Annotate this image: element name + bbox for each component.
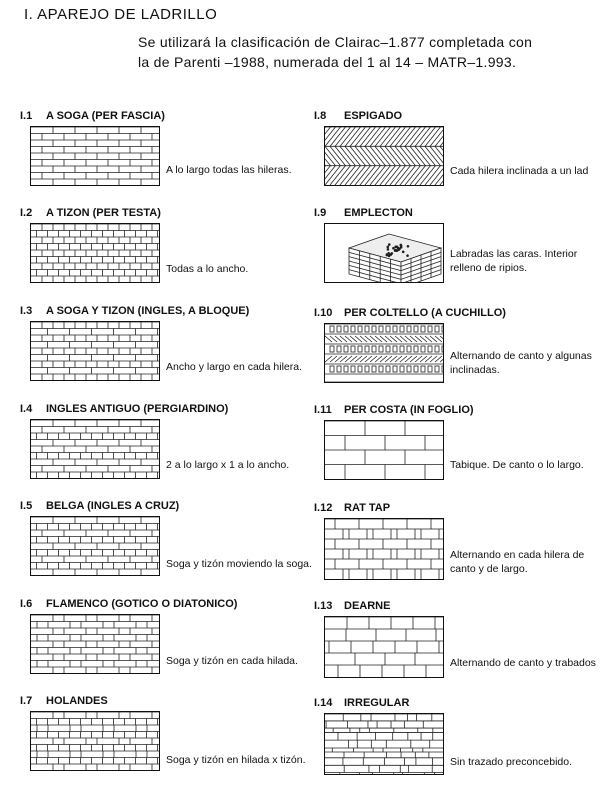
entry-i8: [314, 110, 600, 190]
entry-heading: [314, 404, 474, 416]
brick-pattern-coltello: [324, 323, 444, 383]
brick-pattern-drawing: [31, 224, 159, 282]
entry-number: I.1: [20, 110, 33, 122]
entry-number: I.7: [20, 695, 33, 707]
entry-title: PER COLTELLO (A CUCHILLO): [344, 307, 506, 319]
entry-i13: [314, 600, 600, 680]
desc-line: 2 a lo largo x 1 a lo ancho.: [166, 459, 290, 471]
desc-line: inclinadas.: [450, 364, 500, 376]
entry-number: I.9: [314, 207, 327, 219]
desc-line: Cada hilera inclinada a un lad: [450, 165, 589, 177]
entry-title: INGLES ANTIGUO (PERGIARDINO): [46, 403, 229, 415]
brick-pattern-flamenco: [30, 614, 160, 674]
entry-heading: [20, 695, 108, 707]
entry-number: I.13: [314, 600, 333, 612]
entry-title: A SOGA (PER FASCIA): [46, 110, 165, 122]
brick-pattern-dearne: [324, 616, 444, 678]
entry-title: DEARNE: [344, 600, 391, 612]
entry-heading: [314, 502, 390, 514]
entry-number: I.4: [20, 403, 33, 415]
entry-number: I.3: [20, 305, 33, 317]
entry-i10: [314, 307, 600, 387]
entry-title: EMPLECTON: [344, 207, 413, 219]
brick-pattern-drawing: [325, 519, 443, 579]
entry-description: [450, 349, 592, 377]
brick-pattern-holandes: [30, 711, 160, 771]
entry-description: [166, 360, 302, 374]
entry-title: PER COSTA (IN FOGLIO): [344, 404, 474, 416]
entry-heading: [20, 598, 237, 610]
entry-heading: [314, 697, 409, 709]
entry-number: I.2: [20, 207, 33, 219]
brick-pattern-emplecton: [324, 223, 444, 283]
entry-heading: [314, 207, 413, 219]
entry-i7: [20, 695, 310, 775]
entry-number: I.10: [314, 307, 333, 319]
desc-line: A lo largo todas las hileras.: [166, 164, 292, 176]
entry-description: [450, 164, 588, 178]
desc-line: Alternando de canto y algunas: [450, 350, 592, 362]
entry-description: [166, 458, 289, 472]
intro-line-2: la de Parenti –1988, numerada del 1 al 14 – MATR–1.993.: [138, 54, 517, 70]
desc-line: Soga y tizón moviendo la soga.: [166, 558, 312, 570]
desc-line: Todas a lo ancho.: [166, 263, 249, 275]
brick-pattern-drawing: [31, 517, 159, 575]
brick-pattern-ingles: [30, 321, 160, 381]
desc-line: Ancho y largo en cada hilera.: [166, 361, 303, 373]
brick-pattern-irregular: [324, 713, 444, 775]
entry-i3: [20, 305, 310, 385]
entry-description: [450, 548, 584, 576]
brick-pattern-drawing: [31, 712, 159, 770]
brick-pattern-drawing: [325, 421, 443, 479]
brick-pattern-drawing: [31, 322, 159, 380]
desc-line: Tabique. De canto o lo largo.: [450, 459, 584, 471]
brick-pattern-belga: [30, 516, 160, 576]
entry-title: BELGA (INGLES A CRUZ): [46, 500, 180, 512]
entry-i5: [20, 500, 310, 580]
entry-description: [166, 557, 312, 571]
entry-i6: [20, 598, 310, 678]
entry-heading: [20, 500, 179, 512]
brick-pattern-soga: [30, 126, 160, 186]
brick-pattern-drawing: [31, 420, 159, 478]
entry-title: HOLANDES: [46, 695, 108, 707]
entry-number: I.8: [314, 110, 327, 122]
entry-title: IRREGULAR: [344, 697, 410, 709]
entry-i4: [20, 403, 310, 483]
entry-number: I.6: [20, 598, 33, 610]
entry-heading: [314, 600, 390, 612]
entry-description: [166, 654, 298, 668]
brick-pattern-costa: [324, 420, 444, 480]
brick-pattern-drawing: [325, 127, 443, 185]
entry-title: A TIZON (PER TESTA): [46, 207, 161, 219]
entry-i12: [314, 502, 600, 582]
desc-line: Sin trazado preconcebido.: [450, 756, 572, 768]
entry-heading: [314, 307, 506, 319]
entry-description: [166, 262, 248, 276]
entry-number: I.12: [314, 502, 333, 514]
brick-pattern-antiguo: [30, 419, 160, 479]
brick-pattern-rattap: [324, 518, 444, 580]
entry-number: I.5: [20, 500, 33, 512]
entry-description: [166, 163, 292, 177]
entry-description: [450, 755, 572, 769]
entry-title: RAT TAP: [344, 502, 391, 514]
desc-line: canto y de largo.: [450, 563, 528, 575]
entry-description: [450, 458, 584, 472]
entry-heading: [20, 207, 161, 219]
brick-pattern-drawing: [325, 324, 443, 382]
brick-pattern-drawing: [325, 617, 443, 677]
entry-heading: [20, 403, 228, 415]
brick-pattern-tizon: [30, 223, 160, 283]
brick-pattern-drawing: [31, 615, 159, 673]
intro-text: [138, 32, 598, 72]
entry-heading: [20, 110, 165, 122]
desc-line: Soga y tizón en cada hilada.: [166, 655, 298, 667]
entry-i2: [20, 207, 310, 287]
desc-line: Alternando de canto y trabados: [450, 657, 596, 669]
brick-pattern-drawing: [31, 127, 159, 185]
entry-title: ESPIGADO: [344, 110, 403, 122]
entry-i1: [20, 110, 310, 190]
entry-number: I.14: [314, 697, 333, 709]
intro-line-1: Se utilizará la clasificación de Clairac–1.877 completada con: [138, 34, 533, 50]
entry-i11: [314, 404, 600, 484]
entry-i14: [314, 697, 600, 777]
desc-line: Soga y tizón en hilada x tizón.: [166, 754, 306, 766]
entry-description: [450, 656, 596, 670]
entry-description: [450, 247, 577, 275]
entry-heading: [20, 305, 249, 317]
brick-pattern-espigado: [324, 126, 444, 186]
desc-line: Labradas las caras. Interior: [450, 248, 578, 260]
entry-heading: [314, 110, 402, 122]
entry-title: A SOGA Y TIZON (INGLES, A BLOQUE): [46, 305, 250, 317]
desc-line: relleno de ripios.: [450, 262, 528, 274]
entry-number: I.11: [314, 404, 332, 416]
brick-pattern-drawing: [325, 224, 443, 282]
entry-description: [166, 753, 306, 767]
entry-i9: [314, 207, 600, 287]
entry-title: FLAMENCO (GOTICO O DIATONICO): [46, 598, 238, 610]
brick-pattern-drawing: [325, 714, 443, 774]
desc-line: Alternando en cada hilera de: [450, 549, 585, 561]
page-title: I. APAREJO DE LADRILLO: [24, 6, 218, 23]
